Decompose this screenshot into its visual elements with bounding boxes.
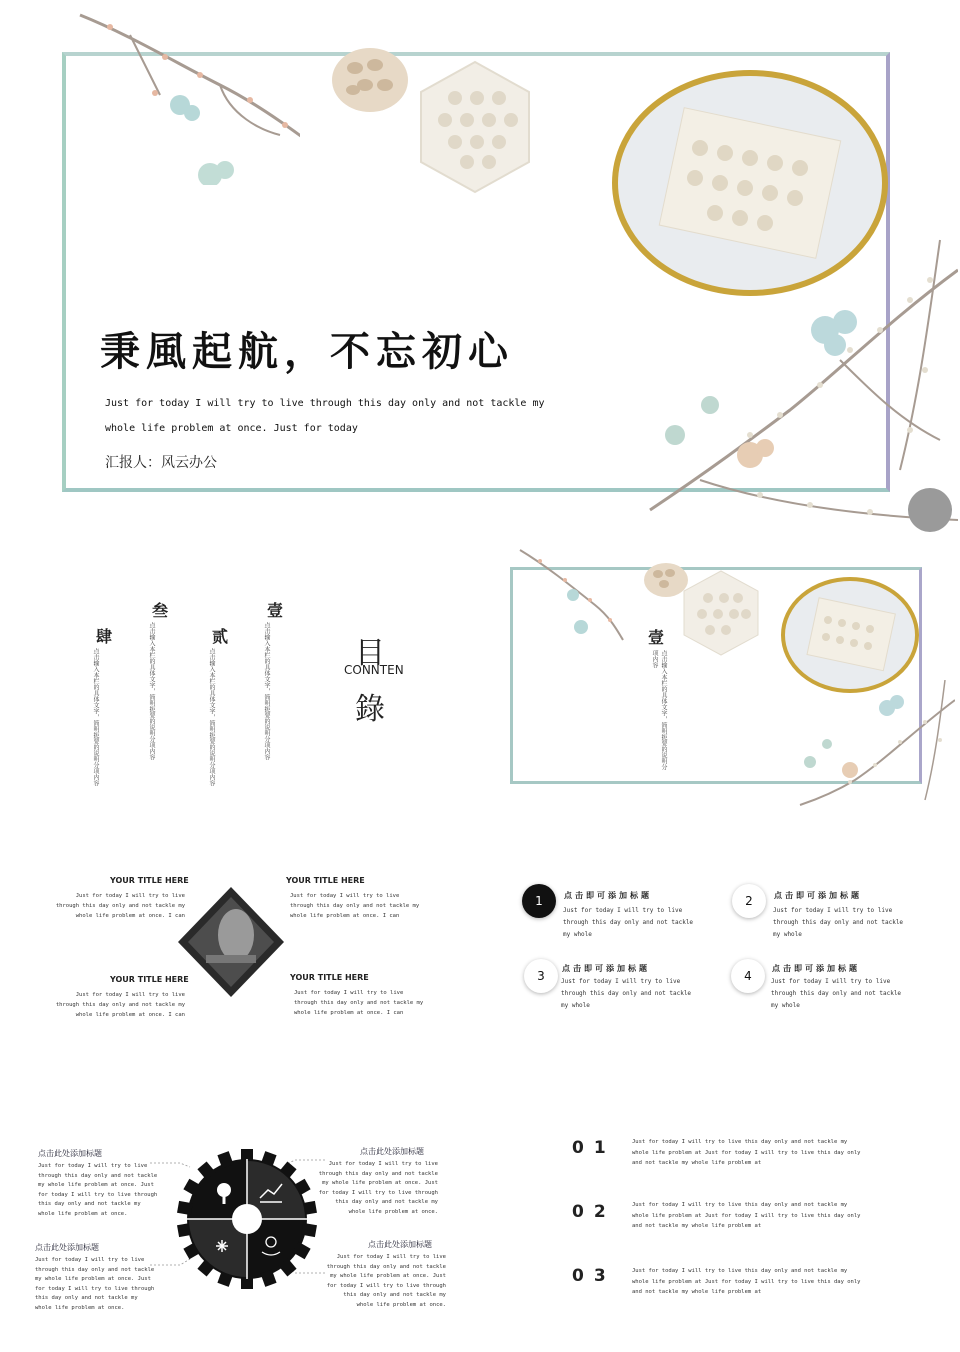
list-number-3: 03 [572, 1266, 616, 1286]
branch-decoration-topleft [70, 5, 300, 185]
toc-char-top: 目 [355, 636, 385, 671]
toc-text-2: 点击输入本栏的具体文字，简明扼要的说明分项内容 [208, 648, 215, 786]
toc-heading-3: 叁 [152, 601, 169, 620]
gear-text-1: Just for today I will try to live through this day only and not tackle my whole life problem at once. Just for today I will try to live through this day only and not tackle my whole life problem at once. [38, 1163, 158, 1217]
item-number-3: 3 [524, 959, 558, 993]
slide1-reporter: 汇报人：风云办公 [105, 455, 217, 471]
item-title-4: 点击即可添加标题 [772, 963, 860, 973]
item-title-3: 点击即可添加标题 [562, 963, 650, 973]
item-number-2: 2 [732, 884, 766, 918]
gear-text-3: Just for today I will try to live through this day only and not tackle my whole life problem at once. Just for today I will try to live through this day only and not tackle my whole life problem at once. [35, 1257, 155, 1311]
slide1-subtitle-line2: whole life problem at once. Just for today [105, 423, 358, 434]
block-title-1: YOUR TITLE HERE [110, 876, 189, 885]
hexagon-soap-small-image [680, 568, 762, 658]
gear-title-3: 点击此处添加标题 [35, 1243, 99, 1252]
list-number-1: 01 [572, 1138, 616, 1158]
toc-text-3: 点击输入本栏的具体文字，简明扼要的说明分项内容 [148, 622, 155, 760]
block-text-1: Just for today I will try to live through this day only and not tackle my whole life problem at once. I can [55, 893, 185, 919]
toc-heading-1: 壹 [267, 601, 284, 620]
pinecone-image [325, 40, 415, 120]
gear-title-1: 点击此处添加标题 [38, 1149, 102, 1158]
block-text-2: Just for today I will try to live through this day only and not tackle my whole life problem at once. I can [290, 893, 420, 919]
toc-contents-label: CONNTEN [344, 663, 404, 677]
gear-text-2: Just for today I will try to live through this day only and not tackle my whole life problem at once. Just for today I will try to live through this day only and not tackle my whole life problem at once. [318, 1161, 438, 1215]
list-number-2: 02 [572, 1202, 616, 1222]
item-text-1: Just for today I will try to live through this day only and not tackle my whole [563, 907, 694, 938]
slide3-heading: 壹 [648, 628, 665, 647]
slide1-title: 秉風起航，不忘初心 [100, 328, 514, 375]
branch-decoration-small-right [795, 680, 955, 808]
gear-diagram [176, 1148, 318, 1290]
branch-decoration-small [515, 545, 625, 645]
gear-title-2: 点击此处添加标题 [360, 1147, 424, 1156]
block-text-4: Just for today I will try to live through this day only and not tackle my whole life problem at once. I can [294, 990, 424, 1016]
toc-text-4: 点击输入本栏的具体文字，简明扼要的说明分项内容 [92, 648, 99, 786]
diamond-photo [176, 885, 286, 1000]
block-title-4: YOUR TITLE HERE [290, 973, 369, 982]
list-text-2: Just for today I will try to live this day only and not tackle my whole life problem at Just for today I will try to live this day only and not tackle my whole life problem at [632, 1202, 861, 1229]
toc-heading-2: 贰 [212, 627, 229, 646]
toc-char-bottom: 錄 [355, 692, 385, 727]
gear-title-4: 点击此处添加标题 [368, 1240, 432, 1249]
item-title-2: 点击即可添加标题 [774, 890, 862, 900]
branch-decoration-right [640, 210, 958, 540]
item-number-1: 1 [522, 884, 556, 918]
item-number-4: 4 [731, 959, 765, 993]
block-title-2: YOUR TITLE HERE [286, 876, 365, 885]
slide1-subtitle-line1: Just for today I will try to live through this day only and not tackle my [105, 398, 545, 409]
toc-heading-4: 肆 [96, 627, 113, 646]
block-title-3: YOUR TITLE HERE [110, 975, 189, 984]
toc-text-1: 点击输入本栏的具体文字，简明扼要的说明分项内容 [263, 622, 270, 760]
item-text-2: Just for today I will try to live through this day only and not tackle my whole [773, 907, 904, 938]
list-text-1: Just for today I will try to live this day only and not tackle my whole life problem at Just for today I will try to live this day only and not tackle my whole life problem at [632, 1139, 861, 1166]
item-title-1: 点击即可添加标题 [564, 890, 652, 900]
item-text-4: Just for today I will try to live through this day only and not tackle my whole [771, 978, 902, 1009]
block-text-3: Just for today I will try to live through this day only and not tackle my whole life problem at once. I can [55, 992, 185, 1018]
slide3-text: 点击输入本栏的具体文字，简明扼要的说明分项内容 [651, 650, 667, 770]
hexagon-soap-image [415, 58, 535, 198]
gold-plate-small-image [780, 575, 925, 695]
item-text-3: Just for today I will try to live through this day only and not tackle my whole [561, 978, 692, 1009]
gear-text-4: Just for today I will try to live through this day only and not tackle my whole life problem at once. Just for today I will try to live through this day only and not tackle my whole life problem at once. [326, 1254, 446, 1308]
list-text-3: Just for today I will try to live this day only and not tackle my whole life problem at Just for today I will try to live this day only and not tackle my whole life problem at [632, 1268, 861, 1295]
